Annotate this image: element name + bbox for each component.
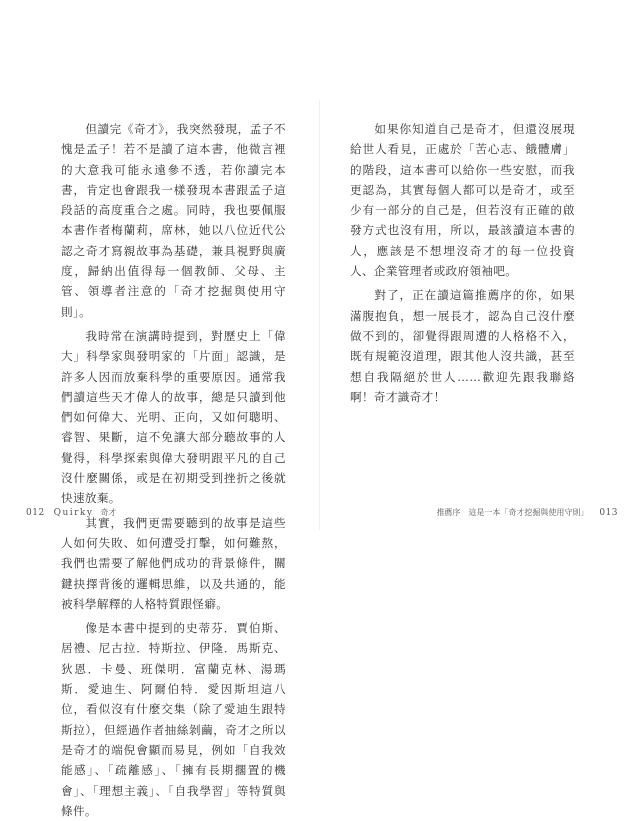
- left-folio: [26, 507, 116, 518]
- left-page: [0, 0, 320, 818]
- paragraph: 但讀完《奇才》，我突然發現，孟子不愧是孟子！若不是讀了這本書，他微言裡的大意我可能永遠參不透，若你讀完本書，肯定也會跟我一樣發現本書跟孟子這段話的高度重合之處。同時，我也要佩服本書作者梅蘭莉，席林，她以八位近代公認之奇才寫親故事為基礎，兼具視野與廣度，歸納出值得每一個教師、父母、主管、領導者注意的「奇才挖掘與使用守則」。: [61, 122, 286, 319]
- page-number: 012: [26, 508, 45, 518]
- right-page-body: [350, 119, 575, 407]
- paragraph: 對了，正在讀這篇推薦序的你，如果滿腹抱負，想一展長才，認為自己沒什麼做不到的，卻覺得跟周遭的人格格不入，既有規範沒道理，跟其他人沒共識，甚至想自我隔絕於世人……歡迎先跟我聯絡啊！奇才識奇才！: [350, 288, 575, 404]
- running-header-chapter: 推薦序 這是一本「奇才挖掘與使用守則」: [436, 508, 589, 517]
- left-page-body: [61, 119, 286, 821]
- right-page: [320, 0, 640, 640]
- paragraph: 我時常在演講時提到，對歷史上「偉大」科學家與發明家的「片面」認識，是許多人因而放棄科學的重要原因。通常我們讀這些天才偉人的故事，總是只讀到他們如何偉大、光明、正向，又如何聰明、睿智、果斷，這不免讓大部分聽故事的人覺得，科學探索與偉大發明跟平凡的自己沒什麼關係，或是在初期受到挫折之後就快速放棄。: [61, 328, 286, 506]
- page-number: 013: [599, 508, 618, 518]
- book-title: Quirky: [53, 508, 94, 518]
- paragraph: 如果你知道自己是奇才，但還沒展現給世人看見，正處於「苦心志、餓體膚」的階段，這本書可以給你一些安慰，而我更認為，其實每個人都可以是奇才，或至少有一部分的自己是，但若沒有正確的啟發方式也沒有用，所以，最該讀這本書的人，應該是不想埋沒奇才的每一位投資人、企業管理者或政府領袖吧。: [350, 122, 575, 279]
- book-title-chinese: 奇才: [100, 508, 117, 517]
- right-folio: [436, 507, 618, 518]
- paragraph: 像是本書中提到的史蒂芬．賈伯斯、居禮、尼古拉．特斯拉、伊隆．馬斯克、狄恩．卡曼、班傑明．富蘭克林、湯瑪斯．愛迪生、阿爾伯特．愛因斯坦這八位，看似沒有什麼交集（除了愛迪生跟特斯拉），但經過作者抽絲剝繭，奇才之所以是奇才的端倪會顯而易見，例如「自我效能感」、「疏離感」、「擁有長期擱置的機會」、「理想主義」、「自我學習」等特質與條件。: [61, 621, 286, 818]
- paragraph: 其實，我們更需要聽到的故事是這些人如何失敗、如何遭受打擊，如何難熬，我們也需要了解他們成功的背景條件，關鍵抉擇背後的邏輯思維，以及共通的，能被科學解釋的人格特質跟怪癖。: [61, 515, 286, 611]
